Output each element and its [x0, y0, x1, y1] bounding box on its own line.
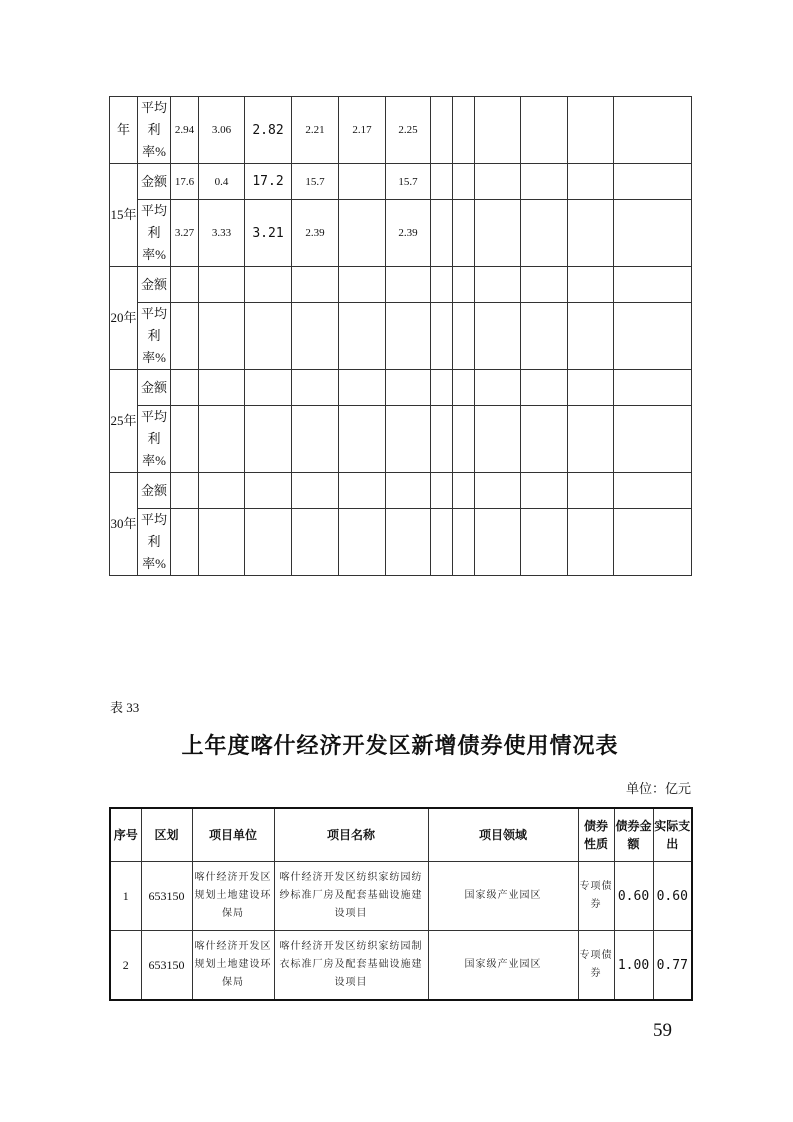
term-cell: 15年: [110, 164, 138, 267]
value-cell: 2.39: [292, 200, 339, 267]
table-row: [110, 473, 692, 509]
column-header: 区划: [141, 808, 192, 862]
value-cell: [339, 370, 386, 406]
value-cell: [245, 370, 292, 406]
value-cell: [339, 303, 386, 370]
value-cell: [245, 303, 292, 370]
row-label: 金额: [138, 164, 171, 200]
row-label: 平均利率%: [138, 200, 171, 267]
value-cell: 3.06: [199, 97, 245, 164]
value-cell: [453, 267, 475, 303]
table-header-row: [110, 808, 692, 862]
value-cell: [171, 303, 199, 370]
value-cell: [521, 509, 568, 576]
value-cell: [199, 370, 245, 406]
value-cell: [521, 303, 568, 370]
value-cell: [292, 267, 339, 303]
spent-cell: 0.60: [653, 862, 692, 931]
term-cell: 30年: [110, 473, 138, 576]
field-cell: 国家级产业园区: [428, 862, 578, 931]
value-cell: [292, 509, 339, 576]
value-cell: 3.21: [245, 200, 292, 267]
value-cell: [171, 370, 199, 406]
value-cell: [453, 164, 475, 200]
value-cell: [568, 473, 614, 509]
table-number: 表 33: [110, 700, 140, 715]
value-cell: [568, 267, 614, 303]
value-cell: [614, 406, 692, 473]
table-row: [110, 164, 692, 200]
value-cell: 2.82: [245, 97, 292, 164]
value-cell: [614, 200, 692, 267]
value-cell: [521, 97, 568, 164]
value-cell: [568, 509, 614, 576]
value-cell: [521, 164, 568, 200]
region-cell: 653150: [141, 931, 192, 1001]
row-label: 金额: [138, 267, 171, 303]
value-cell: [199, 406, 245, 473]
page-number: 59: [653, 1020, 672, 1041]
value-cell: [431, 97, 453, 164]
value-cell: [475, 164, 521, 200]
value-cell: [475, 200, 521, 267]
value-cell: [614, 303, 692, 370]
column-header: 项目单位: [192, 808, 274, 862]
row-label: 平均利率%: [138, 406, 171, 473]
value-cell: [453, 473, 475, 509]
value-cell: [339, 406, 386, 473]
region-cell: 653150: [141, 862, 192, 931]
table-row: [110, 267, 692, 303]
value-cell: [521, 473, 568, 509]
value-cell: [431, 164, 453, 200]
value-cell: [614, 473, 692, 509]
value-cell: [171, 267, 199, 303]
value-cell: [453, 303, 475, 370]
value-cell: [453, 406, 475, 473]
value-cell: [475, 370, 521, 406]
value-cell: [568, 303, 614, 370]
value-cell: [568, 406, 614, 473]
column-header: 债券金额: [614, 808, 653, 862]
value-cell: [386, 406, 431, 473]
value-cell: 2.21: [292, 97, 339, 164]
value-cell: [171, 473, 199, 509]
value-cell: 17.2: [245, 164, 292, 200]
row-label: 平均利率%: [138, 97, 171, 164]
value-cell: 3.33: [199, 200, 245, 267]
value-cell: [199, 473, 245, 509]
value-cell: 2.94: [171, 97, 199, 164]
value-cell: [568, 164, 614, 200]
unit-label: 单位：亿元: [625, 781, 691, 796]
value-cell: 2.25: [386, 97, 431, 164]
unit-cell: 喀什经济开发区规划土地建设环保局: [192, 931, 274, 1001]
table-row: [110, 509, 692, 576]
value-cell: [475, 267, 521, 303]
value-cell: [453, 370, 475, 406]
value-cell: [386, 303, 431, 370]
value-cell: [339, 164, 386, 200]
value-cell: [245, 406, 292, 473]
value-cell: [339, 200, 386, 267]
value-cell: [199, 509, 245, 576]
nature-cell: 专项债券: [578, 862, 614, 931]
term-cell: 25年: [110, 370, 138, 473]
value-cell: [292, 473, 339, 509]
value-cell: [171, 406, 199, 473]
column-header: 债券性质: [578, 808, 614, 862]
value-cell: [199, 303, 245, 370]
value-cell: [614, 164, 692, 200]
value-cell: 0.4: [199, 164, 245, 200]
table-row: [110, 370, 692, 406]
index-cell: 1: [110, 862, 141, 931]
value-cell: [453, 200, 475, 267]
value-cell: [245, 509, 292, 576]
value-cell: [453, 509, 475, 576]
value-cell: [292, 370, 339, 406]
value-cell: 2.39: [386, 200, 431, 267]
value-cell: [339, 509, 386, 576]
value-cell: [521, 370, 568, 406]
value-cell: 3.27: [171, 200, 199, 267]
value-cell: [171, 509, 199, 576]
column-header: 实际支出: [653, 808, 692, 862]
value-cell: [475, 303, 521, 370]
amount-cell: 0.60: [614, 862, 653, 931]
table-row: [110, 406, 692, 473]
value-cell: [475, 509, 521, 576]
value-cell: [431, 406, 453, 473]
value-cell: [431, 473, 453, 509]
value-cell: [292, 303, 339, 370]
value-cell: 15.7: [386, 164, 431, 200]
amount-cell: 1.00: [614, 931, 653, 1001]
value-cell: [199, 267, 245, 303]
value-cell: [431, 200, 453, 267]
value-cell: [431, 509, 453, 576]
value-cell: [245, 473, 292, 509]
row-label: 金额: [138, 473, 171, 509]
spent-cell: 0.77: [653, 931, 692, 1001]
new-bond-usage-table: [109, 807, 693, 1001]
value-cell: [568, 97, 614, 164]
value-cell: [614, 370, 692, 406]
nature-cell: 专项债券: [578, 931, 614, 1001]
value-cell: [614, 97, 692, 164]
row-label: 金额: [138, 370, 171, 406]
value-cell: [386, 370, 431, 406]
name-cell: 喀什经济开发区纺织家纺园制衣标准厂房及配套基础设施建设项目: [274, 931, 428, 1001]
value-cell: [475, 97, 521, 164]
term-cell: 年: [110, 97, 138, 164]
row-label: 平均利率%: [138, 303, 171, 370]
value-cell: [386, 509, 431, 576]
value-cell: [431, 370, 453, 406]
index-cell: 2: [110, 931, 141, 1001]
value-cell: [475, 406, 521, 473]
table-row: [110, 862, 692, 931]
name-cell: 喀什经济开发区纺织家纺园纺纱标准厂房及配套基础设施建设项目: [274, 862, 428, 931]
value-cell: [431, 267, 453, 303]
value-cell: [453, 97, 475, 164]
column-header: 序号: [110, 808, 141, 862]
value-cell: [521, 200, 568, 267]
table-row: [110, 931, 692, 1001]
value-cell: [339, 267, 386, 303]
term-cell: 20年: [110, 267, 138, 370]
value-cell: [386, 267, 431, 303]
table-row: [110, 97, 692, 164]
table-row: [110, 200, 692, 267]
value-cell: [614, 267, 692, 303]
value-cell: 15.7: [292, 164, 339, 200]
value-cell: [431, 303, 453, 370]
value-cell: [614, 509, 692, 576]
value-cell: 17.6: [171, 164, 199, 200]
value-cell: [475, 473, 521, 509]
value-cell: [339, 473, 386, 509]
value-cell: 2.17: [339, 97, 386, 164]
value-cell: [292, 406, 339, 473]
column-header: 项目领域: [428, 808, 578, 862]
value-cell: [568, 370, 614, 406]
column-header: 项目名称: [274, 808, 428, 862]
field-cell: 国家级产业园区: [428, 931, 578, 1001]
value-cell: [568, 200, 614, 267]
value-cell: [521, 406, 568, 473]
value-cell: [521, 267, 568, 303]
table-title: 上年度喀什经济开发区新增债券使用情况表: [181, 733, 619, 759]
bond-term-table: [109, 96, 692, 576]
row-label: 平均利率%: [138, 509, 171, 576]
unit-cell: 喀什经济开发区规划土地建设环保局: [192, 862, 274, 931]
table-row: [110, 303, 692, 370]
value-cell: [386, 473, 431, 509]
value-cell: [245, 267, 292, 303]
